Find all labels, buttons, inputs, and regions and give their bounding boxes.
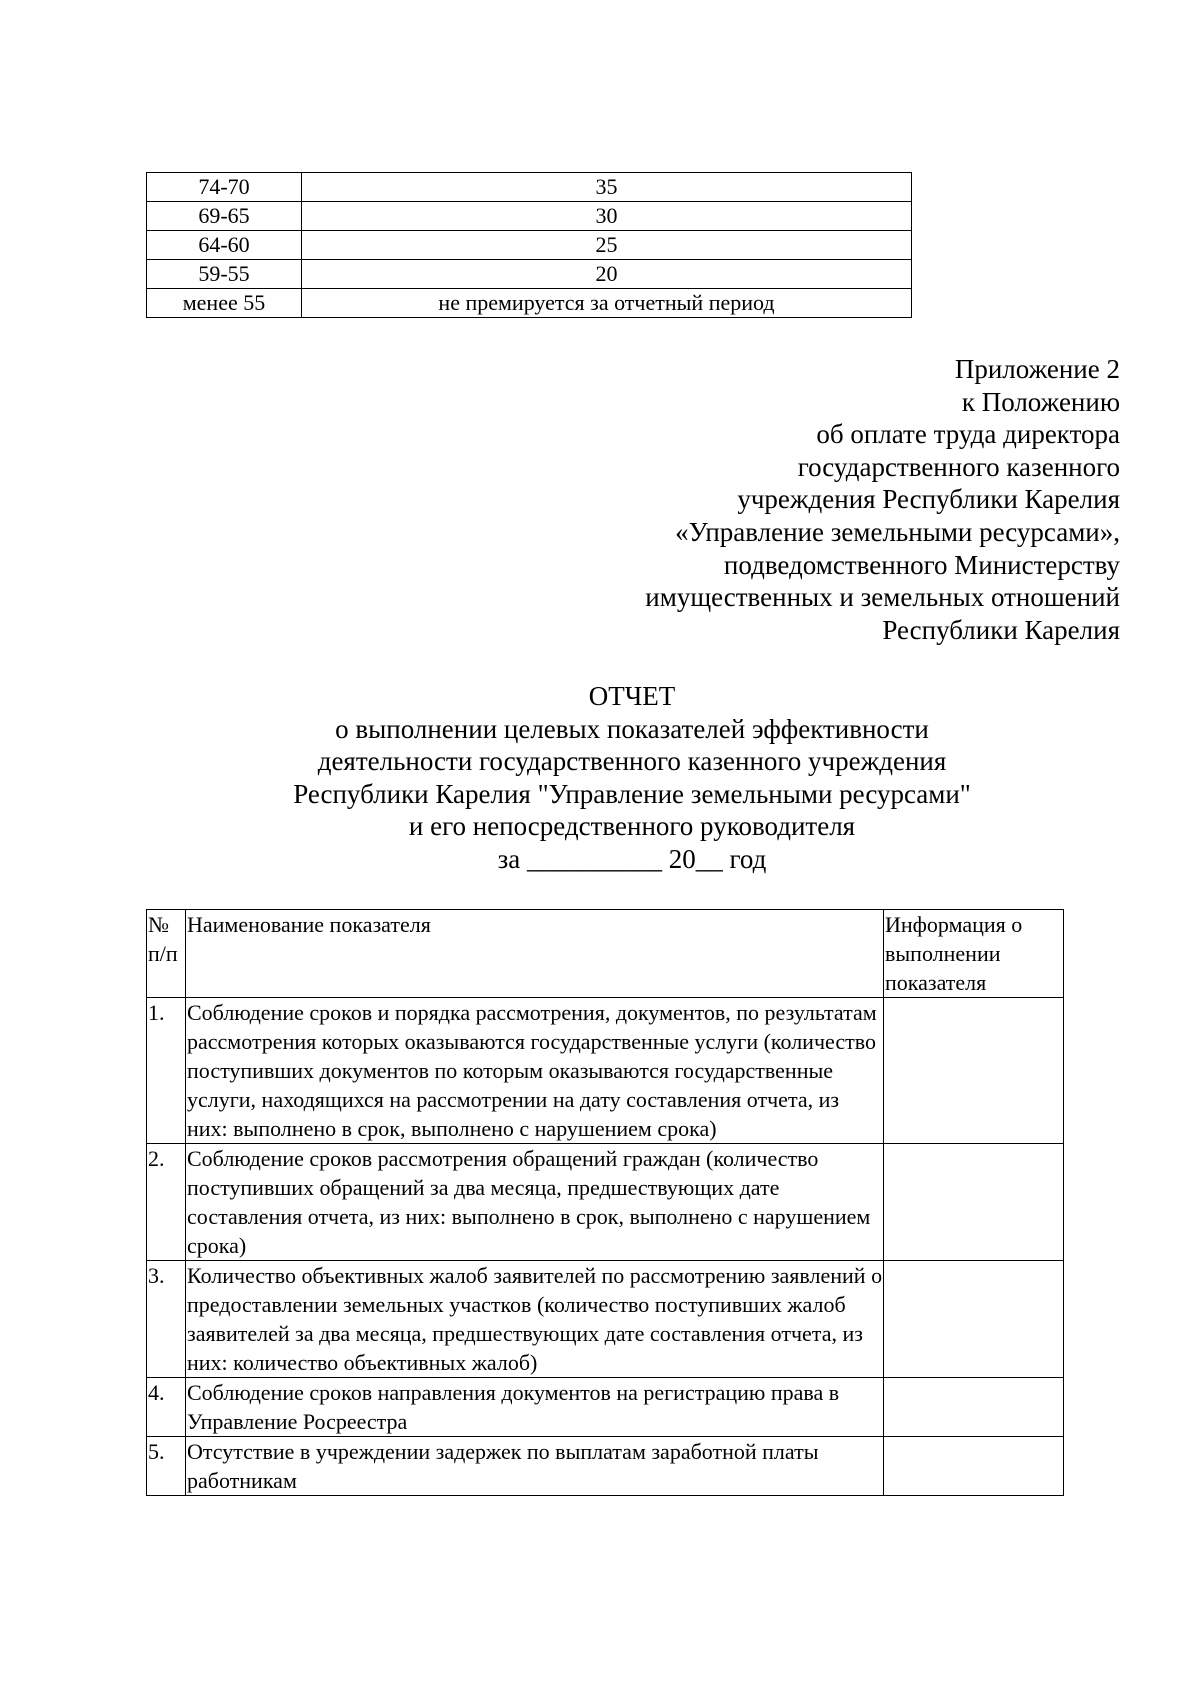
row-info-cell [884,1144,1064,1261]
row-name-cell: Соблюдение сроков и порядка рассмотрения, документов, по результатам рассмотрения которых оказываются государственные услуги (количество поступивших документов по которым оказываются государственные услуги, находящихся на рассмотрении на дату составления отчета, из них: выполнено в срок, выполнено с нарушением срока) [186,998,884,1144]
table-row [147,202,912,231]
appendix-line: Республики Карелия [882,614,1120,645]
report-heading: ОТЧЕТ [588,681,676,711]
row-num-cell: 2. [147,1144,186,1261]
row-name-cell: Соблюдение сроков направления документов на регистрацию права в Управление Росреестра [186,1378,884,1437]
appendix-line: об оплате труда директора [816,419,1120,450]
header-name-cell: Наименование показателя [186,910,884,998]
row-num-cell: 1. [147,998,186,1144]
table-row [147,173,912,202]
score-range-cell: 69-65 [147,202,302,231]
table-row [147,1437,1064,1496]
score-value-cell: 30 [302,202,912,231]
row-name-cell: Отсутствие в учреждении задержек по выплатам заработной платы работникам [186,1437,884,1496]
table-row [147,998,1064,1144]
appendix-line: Приложение 2 [954,354,1120,384]
report-subtitle-line: и его непосредственного руководителя [408,811,856,841]
score-range-cell: 74-70 [147,173,302,202]
indicators-table [146,909,1064,1496]
score-value-cell: 35 [302,173,912,202]
table-header-row [147,910,1064,998]
table-row [147,289,912,318]
report-subtitle-line: деятельности государственного казенного учреждения [317,746,947,776]
appendix-line: имущественных и земельных отношений [645,582,1120,613]
row-num-cell: 5. [147,1437,186,1496]
report-period-line: за __________ 20__ год [497,843,767,874]
score-value-cell: не премируется за отчетный период [302,289,912,318]
appendix-line: «Управление земельными ресурсами», [675,516,1120,547]
appendix-line: подведомственного Министерству [723,549,1120,580]
table-row [147,231,912,260]
score-range-cell: менее 55 [147,289,302,318]
report-subtitle-line: о выполнении целевых показателей эффективности [335,713,929,744]
row-info-cell [884,1378,1064,1437]
row-info-cell [884,998,1064,1144]
table-row [147,1261,1064,1378]
appendix-line: государственного казенного [797,451,1120,482]
score-range-cell: 59-55 [147,260,302,289]
table-row [147,1378,1064,1437]
report-title-block [0,680,1200,875]
table-row [147,260,912,289]
appendix-line: к Положению [961,386,1120,417]
header-num-cell: № п/п [147,910,186,998]
appendix-line: учреждения Республики Карелия [737,484,1120,515]
score-table [146,172,912,318]
score-range-cell: 64-60 [147,231,302,260]
header-info-cell: Информация о выполнении показателя [884,910,1064,998]
score-value-cell: 25 [302,231,912,260]
row-num-cell: 4. [147,1378,186,1437]
appendix-header [420,353,1120,646]
table-row [147,1144,1064,1261]
row-num-cell: 3. [147,1261,186,1378]
score-value-cell: 20 [302,260,912,289]
row-info-cell [884,1437,1064,1496]
row-info-cell [884,1261,1064,1378]
row-name-cell: Соблюдение сроков рассмотрения обращений граждан (количество поступивших обращений за два месяца, предшествующих дате составления отчета, из них: выполнено в срок, выполнено с нарушением срока) [186,1144,884,1261]
row-name-cell: Количество объективных жалоб заявителей по рассмотрению заявлений о предоставлении земельных участков (количество поступивших жалоб заявителей за два месяца, предшествующих дате составления отчета, из них: количество объективных жалоб) [186,1261,884,1378]
report-subtitle-line: Республики Карелия "Управление земельными ресурсами" [293,778,971,809]
